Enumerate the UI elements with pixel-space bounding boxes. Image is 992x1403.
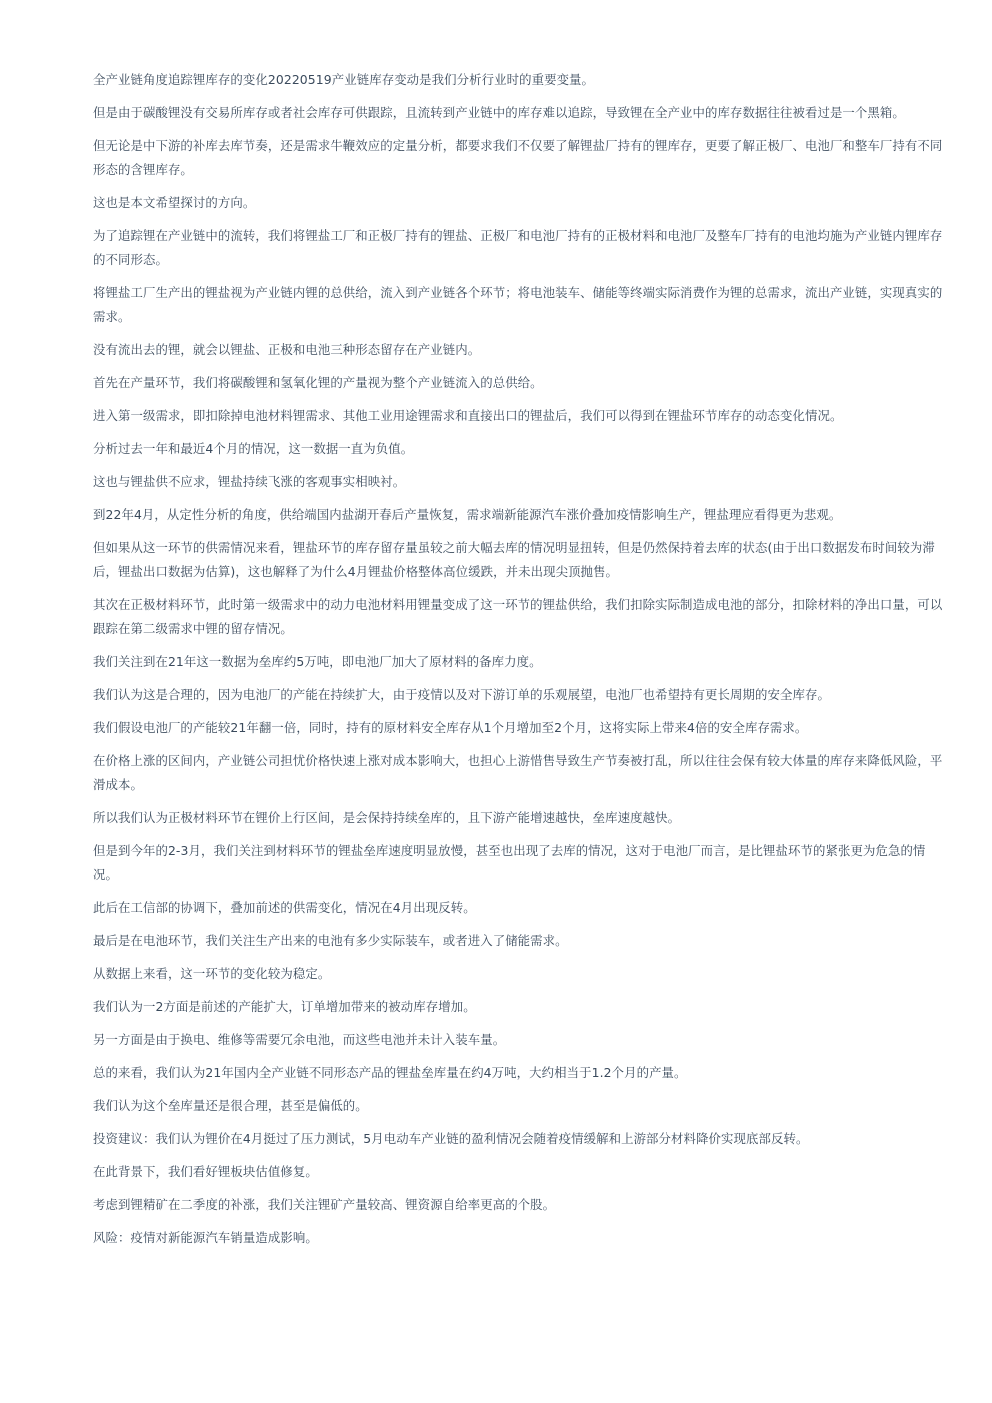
paragraph: 其次在正极材料环节，此时第一级需求中的动力电池材料用锂量变成了这一环节的锂盐供给，我们扣除实际制造成电池的部分，扣除材料的净出口量，可以跟踪在第二级需求中锂的留存情况。 <box>93 597 943 636</box>
paragraph: 在价格上涨的区间内，产业链公司担忧价格快速上涨对成本影响大，也担心上游惜售导致生产节奏被打乱，所以往往会保有较大体量的库存来降低风险，平滑成本。 <box>93 753 943 792</box>
paragraph: 将锂盐工厂生产出的锂盐视为产业链内锂的总供给，流入到产业链各个环节；将电池装车、储能等终端实际消费作为锂的总需求，流出产业链，实现真实的需求。 <box>93 285 943 324</box>
paragraph: 我们关注到在21年这一数据为垒库约5万吨，即电池厂加大了原材料的备库力度。 <box>93 654 542 669</box>
paragraph: 从数据上来看，这一环节的变化较为稳定。 <box>93 966 331 981</box>
paragraph: 没有流出去的锂，就会以锂盐、正极和电池三种形态留存在产业链内。 <box>93 342 481 357</box>
paragraph: 总的来看，我们认为21年国内全产业链不同形态产品的锂盐垒库量在约4万吨，大约相当于1.2个月的产量。 <box>93 1065 687 1080</box>
paragraph: 我们认为一2方面是前述的产能扩大，订单增加带来的被动库存增加。 <box>93 999 476 1014</box>
paragraph: 但是由于碳酸锂没有交易所库存或者社会库存可供跟踪，且流转到产业链中的库存难以追踪，导致锂在全产业中的库存数据往往被看过是一个黑箱。 <box>93 105 905 120</box>
paragraph: 投资建议：我们认为锂价在4月挺过了压力测试，5月电动车产业链的盈利情况会随着疫情缓解和上游部分材料降价实现底部反转。 <box>93 1131 809 1146</box>
paragraph: 我们认为这是合理的，因为电池厂的产能在持续扩大，由于疫情以及对下游订单的乐观展望，电池厂也希望持有更长周期的安全库存。 <box>93 687 830 702</box>
paragraph: 所以我们认为正极材料环节在锂价上行区间，是会保持持续垒库的，且下游产能增速越快，垒库速度越快。 <box>93 810 681 825</box>
paragraph: 在此背景下，我们看好锂板块估值修复。 <box>93 1164 318 1179</box>
paragraph: 我们认为这个垒库量还是很合理，甚至是偏低的。 <box>93 1098 368 1113</box>
paragraph: 最后是在电池环节，我们关注生产出来的电池有多少实际装车，或者进入了储能需求。 <box>93 933 568 948</box>
paragraph: 为了追踪锂在产业链中的流转，我们将锂盐工厂和正极厂持有的锂盐、正极厂和电池厂持有的正极材料和电池厂及整车厂持有的电池均施为产业链内锂库存的不同形态。 <box>93 228 943 267</box>
paragraph: 首先在产量环节，我们将碳酸锂和氢氧化锂的产量视为整个产业链流入的总供给。 <box>93 375 543 390</box>
paragraph: 进入第一级需求，即扣除掉电池材料锂需求、其他工业用途锂需求和直接出口的锂盐后，我们可以得到在锂盐环节库存的动态变化情况。 <box>93 408 843 423</box>
paragraph: 但无论是中下游的补库去库节奏，还是需求牛鞭效应的定量分析，都要求我们不仅要了解锂盐厂持有的锂库存，更要了解正极厂、电池厂和整车厂持有不同形态的含锂库存。 <box>93 138 943 177</box>
paragraph: 考虑到锂精矿在二季度的补涨，我们关注锂矿产量较高、锂资源自给率更高的个股。 <box>93 1197 556 1212</box>
paragraph: 但是到今年的2-3月，我们关注到材料环节的锂盐垒库速度明显放慢，甚至也出现了去库的情况，这对于电池厂而言，是比锂盐环节的紧张更为危急的情况。 <box>93 843 926 882</box>
paragraph: 分析过去一年和最近4个月的情况，这一数据一直为负值。 <box>93 441 414 456</box>
document-body <box>93 68 943 1259</box>
paragraph: 风险：疫情对新能源汽车销量造成影响。 <box>93 1230 318 1245</box>
paragraph: 全产业链角度追踪锂库存的变化20220519产业链库存变动是我们分析行业时的重要变量。 <box>93 72 595 87</box>
paragraph: 这也与锂盐供不应求，锂盐持续飞涨的客观事实相映衬。 <box>93 474 406 489</box>
paragraph: 但如果从这一环节的供需情况来看，锂盐环节的库存留存量虽较之前大幅去库的情况明显扭转，但是仍然保持着去库的状态(由于出口数据发布时间较为滞后，锂盐出口数据为估算)，这也解释了为什么4月锂盐价格整体高位缓跌，并未出现尖顶抛售。 <box>93 540 935 579</box>
paragraph: 到22年4月，从定性分析的角度，供给端国内盐湖开春后产量恢复，需求端新能源汽车涨价叠加疫情影响生产，锂盐理应看得更为悲观。 <box>93 507 842 522</box>
paragraph: 这也是本文希望探讨的方向。 <box>93 195 256 210</box>
paragraph: 另一方面是由于换电、维修等需要冗余电池，而这些电池并未计入装车量。 <box>93 1032 506 1047</box>
paragraph: 此后在工信部的协调下，叠加前述的供需变化，情况在4月出现反转。 <box>93 900 476 915</box>
paragraph: 我们假设电池厂的产能较21年翻一倍，同时，持有的原材料安全库存从1个月增加至2个月，这将实际上带来4倍的安全库存需求。 <box>93 720 808 735</box>
